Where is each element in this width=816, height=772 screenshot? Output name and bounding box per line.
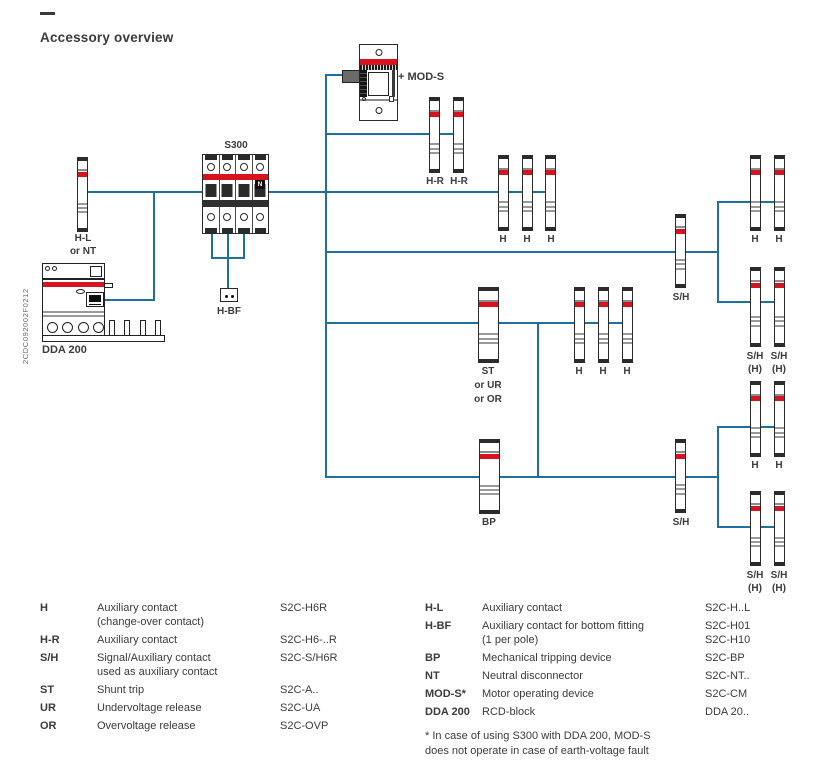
legend-type xyxy=(705,619,750,647)
device-s300 xyxy=(202,154,269,234)
legend-desc-line: Undervoltage release xyxy=(97,702,202,714)
dda-gray-stripe xyxy=(43,315,104,317)
module-s-h-h-upper-1 xyxy=(750,267,761,347)
legend-desc xyxy=(482,601,705,615)
pole-terminal-bottom xyxy=(255,228,267,233)
label-h-mid-2: H xyxy=(599,366,607,377)
legend-type xyxy=(280,719,337,733)
pole-toggle xyxy=(238,184,249,197)
label-s-h-h-ur-2a: S/H xyxy=(770,351,788,362)
legend-type xyxy=(705,601,750,615)
line-lower-right-bottom xyxy=(717,526,781,528)
label-h-l-1: H-L xyxy=(74,233,92,244)
legend-key: DDA 200 xyxy=(425,706,470,718)
pole-circle-top xyxy=(207,163,215,171)
s300-neutral-marker: N xyxy=(255,180,265,189)
dda-toggle-stripe xyxy=(89,302,101,304)
title-dash xyxy=(40,12,55,15)
legend-type-line: S2C-CM xyxy=(705,688,748,700)
dda-terminal xyxy=(47,322,58,333)
dda-busbar-pin xyxy=(109,320,115,336)
mods-screw-bottom xyxy=(375,107,382,114)
legend-type xyxy=(705,669,750,683)
legend-type-line: S2C-A.. xyxy=(280,684,319,696)
module-h-top-1 xyxy=(498,155,509,231)
module-s-h-lower xyxy=(675,439,686,513)
legend-key: H xyxy=(40,602,48,614)
legend-type-line: S2C-S/H6R xyxy=(280,652,338,664)
legend-desc-line: Auxiliary contact xyxy=(482,602,563,614)
dda-gray-stripe xyxy=(43,311,104,313)
legend-desc-line: Auxiliary contact xyxy=(97,602,178,614)
mods-coupling-knob xyxy=(342,70,360,83)
legend-type xyxy=(705,651,750,665)
line-s300-pole-1 xyxy=(211,233,213,259)
line-mid-drop xyxy=(537,322,539,478)
pole-terminal-top xyxy=(222,155,234,160)
label-st-1: ST xyxy=(481,366,495,377)
module-h-lower-right-1 xyxy=(750,381,761,457)
module-h-top-2 xyxy=(522,155,533,231)
legend-desc-line: (change-over contact) xyxy=(97,616,204,628)
legend-key: BP xyxy=(425,652,441,664)
label-s-h-h-lr-1a: S/H xyxy=(746,570,764,581)
pole-circle-top xyxy=(240,163,248,171)
pole-toggle xyxy=(205,184,216,197)
module-h-upper-right-1 xyxy=(750,155,761,231)
label-mod-s: + MOD-S xyxy=(398,71,445,83)
pole-circle-top xyxy=(256,163,264,171)
label-s-h-upper: S/H xyxy=(672,292,690,303)
page-title: Accessory overview xyxy=(40,30,174,45)
legend-desc-line: Shunt trip xyxy=(97,684,145,696)
mods-right-bar xyxy=(392,70,395,97)
legend-key: H-R xyxy=(40,634,60,646)
legend-desc xyxy=(97,701,280,715)
pole-terminal-bottom xyxy=(238,228,250,233)
pole-circle-bottom xyxy=(240,213,248,221)
legend-type-line: DDA 20.. xyxy=(705,706,750,718)
pole-circle-bottom xyxy=(256,213,264,221)
module-bp xyxy=(479,439,500,514)
module-h-lower-right-2 xyxy=(774,381,785,457)
line-bottom-branch xyxy=(325,476,719,478)
label-h-r-1: H-R xyxy=(426,176,444,187)
line-upper-right-bottom xyxy=(717,301,781,303)
pole-terminal-top xyxy=(205,155,217,160)
legend-desc xyxy=(97,651,280,679)
legend-type-line: S2C-BP xyxy=(705,652,745,664)
dda-screw xyxy=(45,266,50,271)
mods-pin xyxy=(362,97,366,101)
s300-pole xyxy=(220,155,237,233)
legend-type-line: S2C-UA xyxy=(280,702,321,714)
module-h-l xyxy=(77,157,88,232)
pole-terminal-bottom xyxy=(222,228,234,233)
module-h-mid-2 xyxy=(598,287,609,363)
s300-pole-neutral xyxy=(253,155,269,233)
label-s300: S300 xyxy=(224,140,248,151)
line-hbf-drop xyxy=(227,257,229,289)
pole-terminal-bottom xyxy=(205,228,217,233)
legend-type-line: S2C-H6-..R xyxy=(280,634,337,646)
label-h-mid-3: H xyxy=(623,366,631,377)
legend-type xyxy=(280,633,337,647)
legend-type xyxy=(280,701,337,715)
label-h-top-2: H xyxy=(523,234,531,245)
pole-circle-top xyxy=(223,163,231,171)
label-h-lr-1: H xyxy=(751,460,759,471)
label-h-l-2: or NT xyxy=(69,246,97,257)
legend-type-line: S2C-H01 xyxy=(705,620,751,632)
label-h-lr-2: H xyxy=(775,460,783,471)
legend-type xyxy=(280,683,337,697)
footnote-line: * In case of using S300 with DDA 200, MOD-S xyxy=(425,730,651,742)
device-dda-200 xyxy=(42,263,105,336)
line-s300-pole-3 xyxy=(243,233,245,259)
label-st-3: or OR xyxy=(474,394,502,405)
legend-desc xyxy=(482,687,705,701)
module-st xyxy=(478,287,499,363)
label-s-h-lower: S/H xyxy=(672,517,690,528)
label-h-ur-2: H xyxy=(775,234,783,245)
dda-red-band xyxy=(43,282,104,287)
label-dda-200: DDA 200 xyxy=(42,344,87,356)
legend-key: S/H xyxy=(40,652,59,664)
legend-type xyxy=(705,705,750,719)
legend-desc xyxy=(482,651,705,665)
legend-desc xyxy=(482,705,705,719)
footnote-line: does not operate in case of earth-voltage fault xyxy=(425,745,649,757)
line-sh-upper-branch xyxy=(325,251,719,253)
line-upper-right-riser xyxy=(717,201,719,303)
module-s-h-upper xyxy=(675,214,686,288)
legend-type xyxy=(705,687,750,701)
legend-footnote xyxy=(425,729,651,759)
dda-terminal xyxy=(62,322,73,333)
legend-desc-line: Motor operating device xyxy=(482,688,594,700)
legend-desc-line: (1 per pole) xyxy=(482,634,539,646)
legend-key: UR xyxy=(40,702,56,714)
legend-key: H-BF xyxy=(425,620,452,632)
legend-desc xyxy=(97,719,280,733)
label-h-top-1: H xyxy=(499,234,507,245)
legend-type-line: S2C-H10 xyxy=(705,634,751,646)
legend-desc-line: Neutral disconnector xyxy=(482,670,583,682)
label-h-mid-1: H xyxy=(575,366,583,377)
line-lower-right-riser xyxy=(717,426,719,528)
device-mod-s xyxy=(359,44,398,121)
legend-type-line: S2C-OVP xyxy=(280,720,329,732)
module-s-h-h-upper-2 xyxy=(774,267,785,347)
label-s-h-h-lr-2a: S/H xyxy=(770,570,788,581)
module-h-mid-1 xyxy=(574,287,585,363)
legend-left xyxy=(40,601,337,733)
legend-desc xyxy=(97,633,280,647)
pole-terminal-top xyxy=(255,155,267,160)
dda-side-tab xyxy=(104,283,113,288)
pole-circle-bottom xyxy=(223,213,231,221)
legend-desc-line: Overvoltage release xyxy=(97,720,196,732)
label-bp: BP xyxy=(482,517,496,528)
legend-type xyxy=(280,601,337,629)
module-h-r-2 xyxy=(453,97,464,173)
mods-latch xyxy=(389,96,394,102)
legend-desc xyxy=(97,683,280,697)
module-h-upper-right-2 xyxy=(774,155,785,231)
hbf-terminal-dot xyxy=(231,295,234,298)
module-h-r-1 xyxy=(429,97,440,173)
dda-window xyxy=(90,266,102,277)
dda-busbar-base xyxy=(42,335,165,342)
legend-desc-line: used as auxiliary contact xyxy=(97,666,218,678)
dda-terminal xyxy=(78,322,89,333)
legend-key: OR xyxy=(40,720,57,732)
label-s-h-h-lr-2b: (H) xyxy=(772,583,786,594)
line-dda-stub xyxy=(105,299,155,301)
dda-busbar-pin xyxy=(155,320,161,336)
legend-type-line: S2C-NT.. xyxy=(705,670,750,682)
s300-bus-band xyxy=(203,200,268,207)
pole-terminal-top xyxy=(238,155,250,160)
legend-desc-line: Auxiliary contact for bottom fitting xyxy=(482,620,645,632)
legend-right xyxy=(425,601,750,719)
s300-pole xyxy=(236,155,253,233)
label-s-h-h-ur-1a: S/H xyxy=(746,351,764,362)
legend-type xyxy=(280,651,337,679)
mods-window xyxy=(368,72,389,96)
line-upper-right-top xyxy=(717,201,781,203)
legend-type-line: S2C-H..L xyxy=(705,602,751,614)
legend-desc-line: RCD-block xyxy=(482,706,536,718)
label-h-ur-1: H xyxy=(751,234,759,245)
module-h-mid-3 xyxy=(622,287,633,363)
mods-screw-top xyxy=(375,49,382,56)
hbf-terminal-dot xyxy=(225,295,228,298)
legend-desc-line: Mechanical tripping device xyxy=(482,652,612,664)
legend-type-line: S2C-H6R xyxy=(280,602,328,614)
legend-desc-line: Signal/Auxiliary contact xyxy=(97,652,211,664)
legend-key: ST xyxy=(40,684,55,696)
legend-desc-line: Auxiliary contact xyxy=(97,634,178,646)
label-s-h-h-lr-1b: (H) xyxy=(748,583,762,594)
dda-busbar-pin xyxy=(140,320,146,336)
dda-screw xyxy=(52,266,57,271)
legend-desc xyxy=(97,601,280,629)
module-s-h-h-lower-1 xyxy=(750,491,761,566)
legend-key: NT xyxy=(425,670,440,682)
label-st-2: or UR xyxy=(474,380,502,391)
dda-test-button xyxy=(76,289,85,294)
legend-desc xyxy=(482,619,705,647)
device-h-bf xyxy=(220,288,238,302)
dda-terminal xyxy=(93,322,104,333)
label-s-h-h-ur-2b: (H) xyxy=(772,364,786,375)
dda-busbar-pin xyxy=(124,320,130,336)
line-s300-pole-2 xyxy=(227,233,229,259)
legend-desc xyxy=(482,669,705,683)
label-h-r-2: H-R xyxy=(450,176,468,187)
label-s-h-h-ur-1b: (H) xyxy=(748,364,762,375)
pole-circle-bottom xyxy=(207,213,215,221)
module-s-h-h-lower-2 xyxy=(774,491,785,566)
module-h-top-3 xyxy=(545,155,556,231)
label-h-top-3: H xyxy=(547,234,555,245)
label-h-bf: H-BF xyxy=(217,306,241,317)
doc-code-vertical: 2CDC092002F0212 xyxy=(21,288,30,364)
dda-divider xyxy=(43,278,104,280)
pole-toggle xyxy=(222,184,233,197)
legend-key: H-L xyxy=(425,602,444,614)
line-dda-riser xyxy=(153,191,155,301)
line-lower-right-top xyxy=(717,426,781,428)
s300-pole xyxy=(203,155,220,233)
mods-left-bar xyxy=(360,70,367,97)
legend-key: MOD-S* xyxy=(425,688,466,700)
